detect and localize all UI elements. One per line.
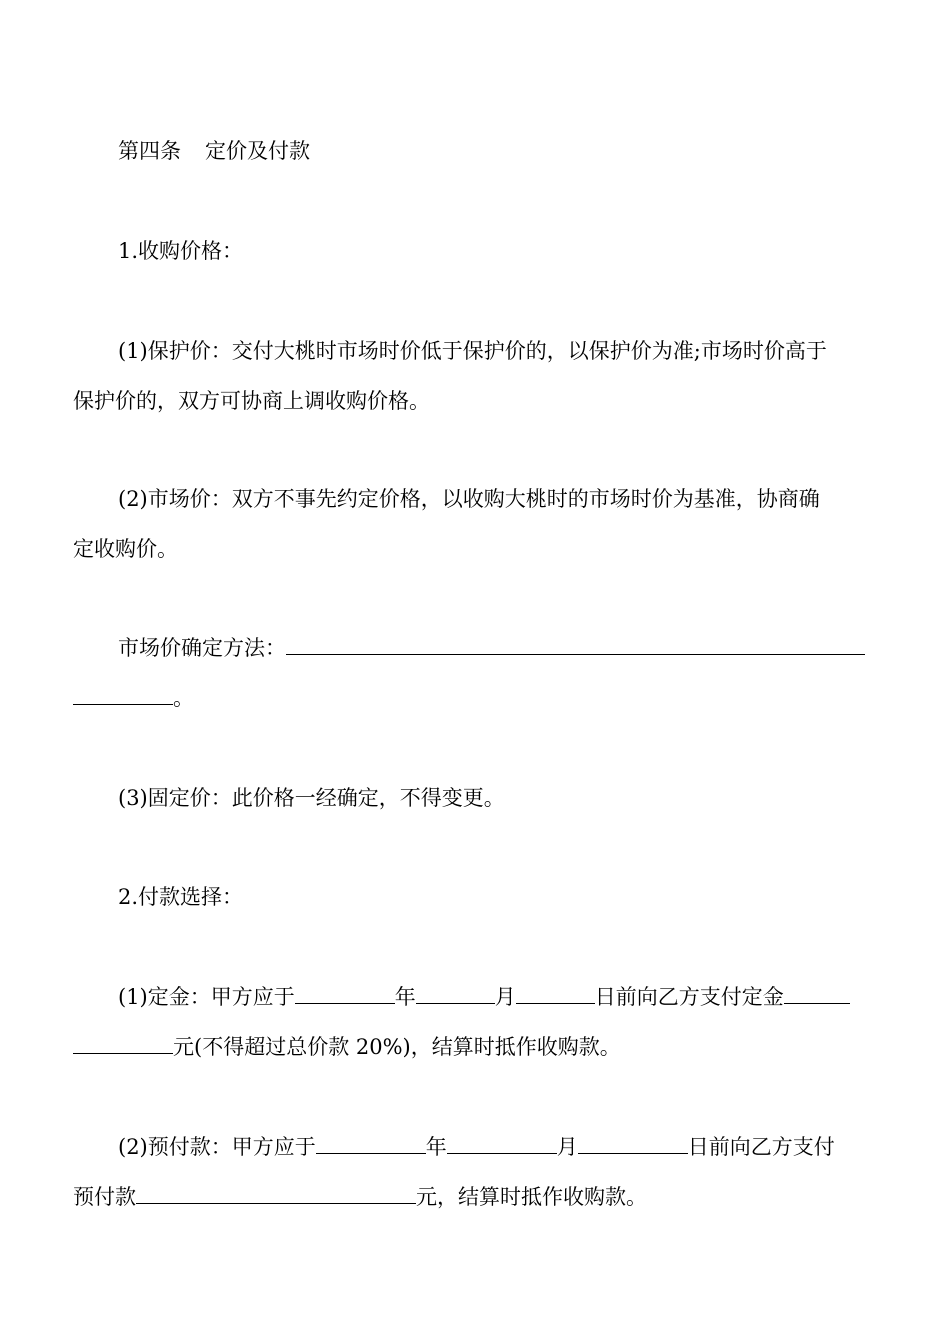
- prepay-month-blank[interactable]: [447, 1133, 557, 1154]
- prepay-line1: [118, 1133, 879, 1161]
- article-number: 第四条: [118, 139, 181, 163]
- fixed-price-line: (3)固定价：此价格一经确定，不得变更。: [118, 786, 505, 810]
- protect-price-line2: 保护价的，双方可协商上调收购价格。: [73, 389, 430, 413]
- prepay-day-text: 日前向乙方支付: [687, 1135, 835, 1159]
- deposit-year-label: 年: [394, 985, 416, 1009]
- prepay-year-label: 年: [425, 1135, 447, 1159]
- deposit-month-label: 月: [494, 985, 516, 1009]
- deposit-line2: [73, 1033, 879, 1061]
- prepay-prefix: (2)预付款：甲方应于: [118, 1135, 316, 1159]
- deposit-day-blank[interactable]: [516, 983, 595, 1004]
- deposit-year-blank[interactable]: [295, 983, 395, 1004]
- deposit-line1: [118, 983, 879, 1011]
- market-method-end: 。: [173, 686, 194, 710]
- protect-price-line1: (1)保护价：交付大桃时市场时价低于保护价的，以保护价为准;市场时价高于: [118, 339, 827, 363]
- deposit-day-text: 日前向乙方支付定金: [594, 985, 784, 1009]
- market-method-line2: [73, 684, 879, 712]
- article-title: 定价及付款: [205, 139, 310, 163]
- prepay-label: 预付款: [73, 1185, 136, 1209]
- deposit-amount-blank-cont[interactable]: [73, 1033, 173, 1054]
- article-heading: [118, 137, 879, 165]
- prepay-month-label: 月: [556, 1135, 578, 1159]
- prepay-day-blank[interactable]: [578, 1133, 688, 1154]
- deposit-amount-blank[interactable]: [784, 983, 850, 1004]
- market-price-line1: (2)市场价：双方不事先约定价格，以收购大桃时的市场时价为基准，协商确: [118, 487, 820, 511]
- market-method-label: 市场价确定方法：: [118, 636, 286, 660]
- market-method-line1: [118, 634, 879, 662]
- prepay-line2: [73, 1183, 879, 1211]
- section2-heading: 2.付款选择：: [118, 885, 244, 909]
- deposit-unit-text: 元(不得超过总价款 20%)，结算时抵作收购款。: [173, 1035, 621, 1059]
- market-price-line2: 定收购价。: [73, 537, 178, 561]
- market-method-blank[interactable]: [286, 634, 865, 655]
- prepay-year-blank[interactable]: [316, 1133, 426, 1154]
- deposit-month-blank[interactable]: [416, 983, 495, 1004]
- prepay-amount-blank[interactable]: [136, 1183, 416, 1204]
- prepay-unit-text: 元，结算时抵作收购款。: [416, 1185, 647, 1209]
- deposit-prefix: (1)定金：甲方应于: [118, 985, 295, 1009]
- section1-heading: 1.收购价格：: [118, 239, 244, 263]
- market-method-blank-cont[interactable]: [73, 684, 173, 705]
